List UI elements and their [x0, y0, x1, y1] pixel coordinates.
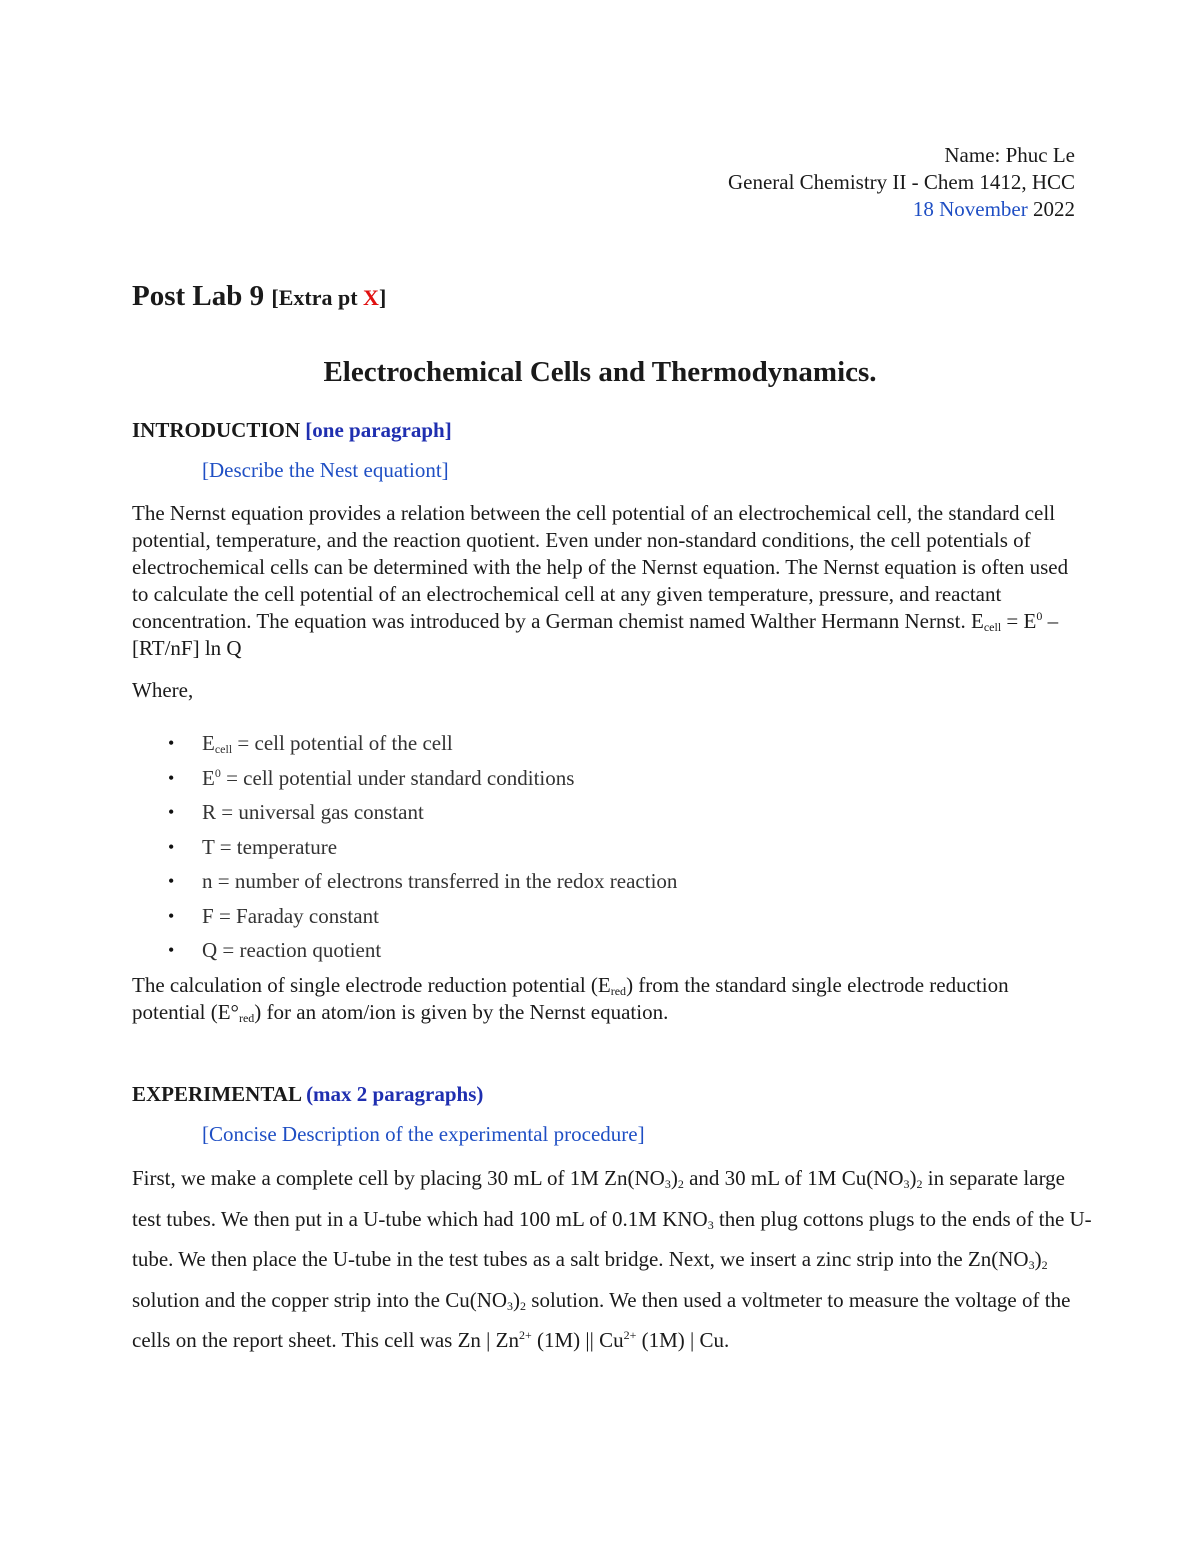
variable-item [132, 797, 677, 832]
closing-t3: ) for an atom/ion is given by the Nernst equation. [254, 1000, 669, 1024]
closing-t1: The calculation of single electrode reduction potential (E [132, 973, 611, 997]
exp-text-i: ) [513, 1287, 521, 1312]
variable-symbol: E [202, 765, 215, 790]
introduction-description: [Describe the Nest equationt] [202, 458, 449, 482]
course-info: General Chemistry II - Chem 1412, HCC [727, 170, 1075, 194]
experimental-heading-text: EXPERIMENTAL [132, 1082, 301, 1106]
variable-definition: = reaction quotient [217, 938, 382, 962]
variable-subscript: cell [214, 742, 233, 756]
exp-text-k: (1M) || Cu [531, 1328, 624, 1352]
date [728, 196, 1075, 223]
variable-item [132, 728, 677, 763]
exp-sub-i: 2 [520, 1298, 527, 1313]
experimental-heading [132, 1082, 483, 1107]
document-subtitle: Electrochemical Cells and Thermodynamics. [323, 356, 877, 388]
title-extra-open: [Extra pt [271, 285, 358, 310]
eq-rest: – [RT/nF] ln Q [132, 609, 1059, 660]
variable-definition: = number of electrons transferred in the redox reaction [212, 869, 678, 893]
introduction-paragraph [132, 500, 1072, 662]
variable-item [132, 901, 677, 936]
variable-superscript: 0 [214, 765, 221, 780]
introduction-hint: [one paragraph] [305, 418, 452, 442]
exp-text-b: ) [670, 1166, 678, 1190]
exp-sub-g: 2 [1041, 1258, 1048, 1272]
intro-paragraph-text: The Nernst equation provides a relation between the cell potential of an electrochemical cell, the standard cell potential, temperature, and the reaction quotient. Even under non-standard conditions, the cell potentials of electrochemical cells can be determined with the help of the Nernst equation. The Nernst equation is often used to calculate the cell potential of an electrochemical cell at any given temperature, pressure, and reactant concentration. The equation was introduced by a German chemist named Walther Hermann Nernst. [132, 501, 1069, 633]
eq-equals: = E [1001, 609, 1037, 633]
title-extra [271, 285, 386, 310]
variable-item [132, 763, 677, 798]
eq-e: E [971, 609, 984, 633]
closing-sub1: red [610, 984, 627, 998]
exp-sub-d: 2 [916, 1177, 923, 1191]
variable-symbol: E [202, 731, 215, 755]
exp-sup-j: 2+ [518, 1328, 532, 1342]
title-main: Post Lab 9 [132, 280, 265, 312]
variable-symbol: Q [202, 938, 218, 962]
exp-text-c: and 30 mL of 1M Cu(NO [683, 1166, 904, 1190]
variable-definition: = cell potential under standard conditions [220, 765, 575, 790]
where-label: Where, [132, 678, 194, 702]
header-block [728, 142, 1075, 223]
student-name: Name: Phuc Le [944, 143, 1075, 167]
introduction-heading-text: INTRODUCTION [132, 418, 301, 442]
exp-text-f: then plug cottons plugs to the ends of the U-tube. We then place the U-tube in the test tubes as a salt bridge. Next, we insert a zinc strip into the Zn(NO [132, 1206, 1092, 1271]
variable-symbol: R [202, 800, 217, 824]
variable-symbol: F [202, 903, 214, 928]
variable-list [132, 728, 677, 970]
exp-sub-f: 3 [1028, 1258, 1035, 1272]
date-year: 2022 [1033, 197, 1075, 221]
exp-sub-c: 3 [903, 1177, 910, 1191]
exp-sub-e: 3 [707, 1217, 714, 1232]
exp-text-a: First, we make a complete cell by placing 30 mL of 1M Zn(NO [132, 1166, 665, 1190]
exp-text-j: solution. We then used a voltmeter to measure the voltage of the cells on the report sheet. This cell was Zn | Zn [132, 1287, 1071, 1352]
variable-symbol: n [202, 869, 213, 893]
experimental-paragraph [132, 1158, 1092, 1361]
experimental-description: [Concise Description of the experimental procedure] [202, 1122, 645, 1146]
eq-cell-sub: cell [983, 620, 1002, 634]
exp-sup-k: 2+ [623, 1328, 637, 1342]
exp-text-g: ) [1034, 1247, 1042, 1271]
title-extra-mark: X [363, 285, 379, 310]
document-title [132, 280, 386, 313]
title-extra-close: ] [378, 285, 387, 310]
variable-definition: = temperature [214, 834, 338, 859]
exp-text-l: (1M) | Cu. [636, 1328, 730, 1352]
exp-sub-a: 3 [664, 1177, 671, 1191]
exp-sub-b: 2 [677, 1177, 684, 1191]
exp-text-h: solution and the copper strip into the Cu(NO [132, 1287, 508, 1312]
variable-symbol: T [202, 834, 215, 859]
variable-item [132, 935, 677, 970]
variable-item [132, 866, 677, 901]
variable-item [132, 832, 677, 867]
closing-sub2: red [238, 1011, 255, 1025]
variable-definition: = universal gas constant [216, 800, 424, 824]
date-day-month: 18 November [912, 197, 1028, 221]
closing-t2: ) from the standard single electrode reduction potential (E° [132, 973, 1009, 1024]
exp-sub-h: 3 [507, 1298, 514, 1313]
variable-definition: = cell potential of the cell [232, 731, 453, 755]
exp-text-e: in separate large test tubes. We then put in a U-tube which had 100 mL of 0.1M KNO [132, 1166, 1066, 1231]
introduction-heading [132, 418, 452, 443]
experimental-hint: (max 2 paragraphs) [306, 1082, 484, 1106]
eq-zero-sup: 0 [1036, 609, 1043, 623]
introduction-closing [132, 972, 1072, 1026]
variable-definition: = Faraday constant [213, 903, 379, 928]
exp-text-d: ) [909, 1166, 917, 1190]
